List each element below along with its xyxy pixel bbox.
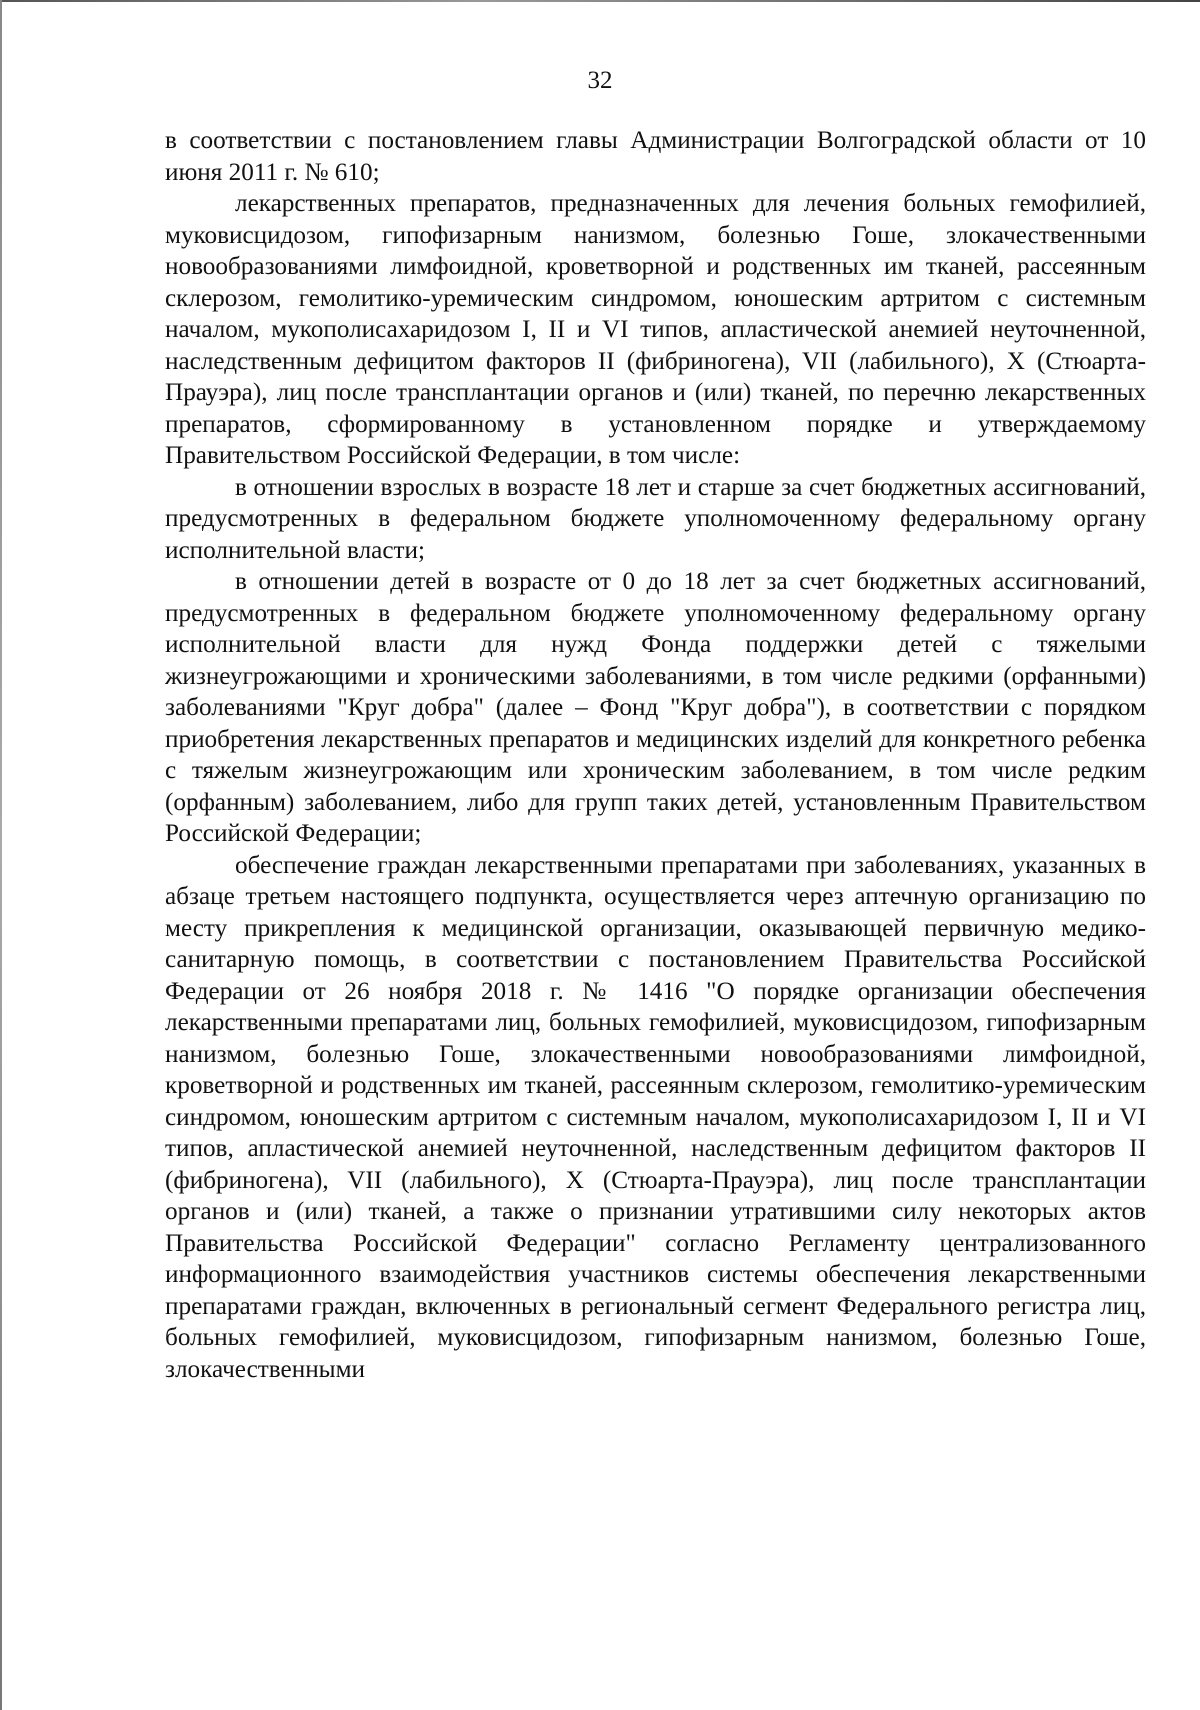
paragraph: в соответствии с постановлением главы Администрации Волгоградской области от 10 июня 2011 г. № 610; <box>165 127 1146 186</box>
document-body <box>165 125 1146 1385</box>
scan-edge-left <box>0 0 2 1710</box>
page-number: 32 <box>587 67 613 94</box>
paragraph: в отношении взрослых в возрасте 18 лет и старше за счет бюджетных ассигнований, предусмотренных в федеральном бюджете уполномоченному федеральному органу исполнительной власти; <box>165 473 1146 564</box>
paragraph: в отношении детей в возрасте от 0 до 18 лет за счет бюджетных ассигнований, предусмотренных в федеральном бюджете уполномоченному федеральному органу исполнительной власти для нужд Фонда поддержки детей с тяжелыми жизнеугрожающими и хроническими заболеваниями, в том числе редкими (орфанными) заболеваниями "Круг добра" (далее – Фонд "Круг добра"), в соответствии с порядком приобретения лекарственных препаратов и медицинских изделий для конкретного ребенка с тяжелым жизнеугрожающим или хроническим заболеванием, в том числе редким (орфанным) заболеванием, либо для групп таких детей, установленным Правительством Российской Федерации; <box>165 568 1146 847</box>
scan-edge-top <box>0 0 1200 2</box>
paragraph: лекарственных препаратов, предназначенных для лечения больных гемофилией, муковисцидозом, гипофизарным нанизмом, болезнью Гоше, злокачественными новообразованиями лимфоидной, кроветворной и родственных им тканей, рассеянным склерозом, гемолитико-уремическим синдромом, юношеским артритом с системным началом, мукополисахаридозом I, II и VI типов, апластической анемией неуточненной, наследственным дефицитом факторов II (фибриногена), VII (лабильного), X (Стюарта-Прауэра), лиц после трансплантации органов и (или) тканей, по перечню лекарственных препаратов, сформированному в установленном порядке и утверждаемому Правительством Российской Федерации, в том числе: <box>165 190 1146 469</box>
paragraph: обеспечение граждан лекарственными препаратами при заболеваниях, указанных в абзаце третьем настоящего подпункта, осуществляется через аптечную организацию по месту прикрепления к медицинской организации, оказывающей первичную медико-санитарную помощь, в соответствии с постановлением Правительства Российской Федерации от 26 ноября 2018 г. № 1416 "О порядке организации обеспечения лекарственными препаратами лиц, больных гемофилией, муковисцидозом, гипофизарным нанизмом, болезнью Гоше, злокачественными новообразованиями лимфоидной, кроветворной и родственных им тканей, рассеянным склерозом, гемолитико-уремическим синдромом, юношеским артритом с системным началом, мукополисахаридозом I, II и VI типов, апластической анемией неуточненной, наследственным дефицитом факторов II (фибриногена), VII (лабильного), X (Стюарта-Прауэра), лиц после трансплантации органов и (или) тканей, а также о признании утратившими силу некоторых актов Правительства Российской Федерации" согласно Регламенту централизованного информационного взаимодействия участников системы обеспечения лекарственными препаратами граждан, включенных в региональный сегмент Федерального регистра лиц, больных гемофилией, муковисцидозом, гипофизарным нанизмом, болезнью Гоше, злокачественными <box>165 851 1146 1383</box>
